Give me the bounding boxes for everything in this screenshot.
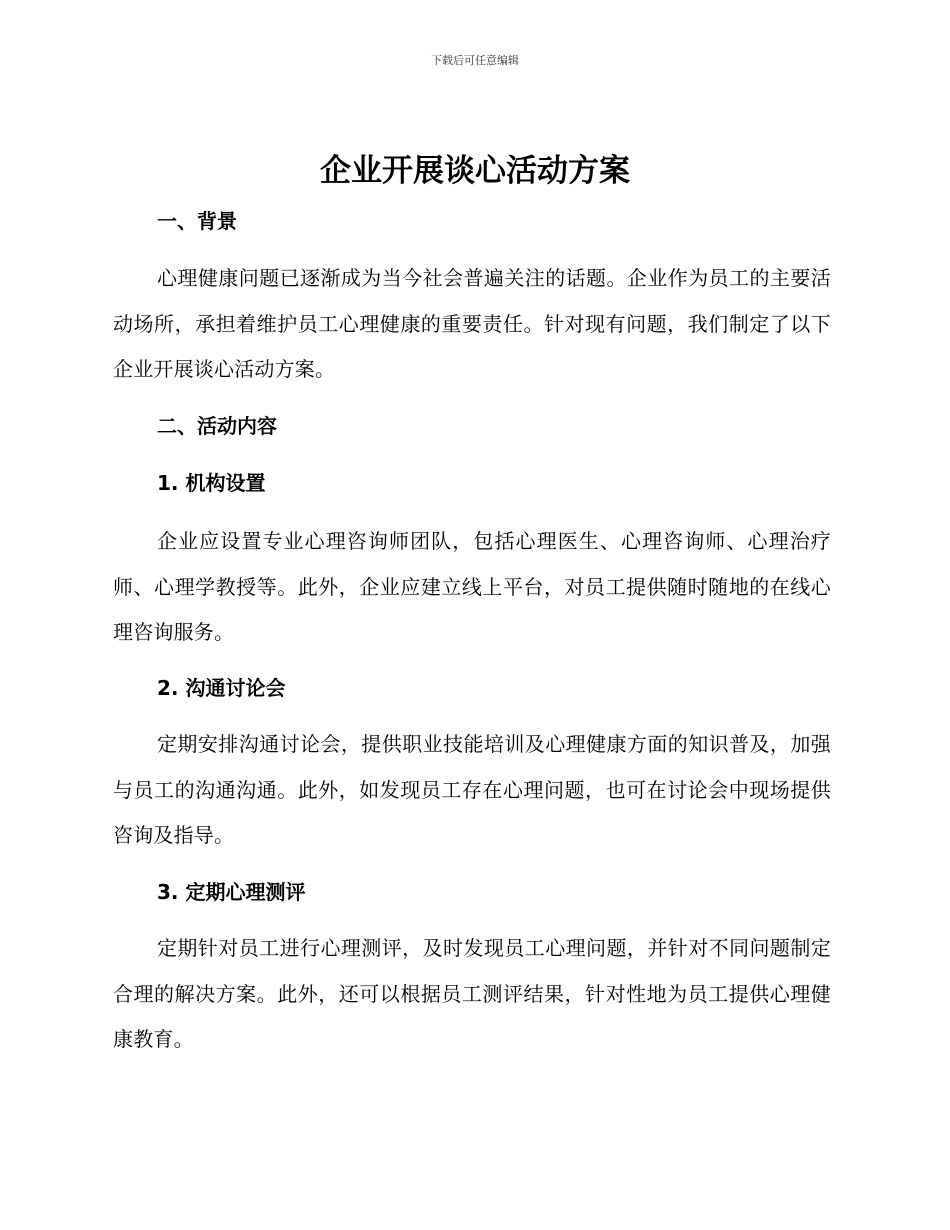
background-paragraph: 心理健康问题已逐渐成为当今社会普遍关注的话题。企业作为员工的主要活动场所，承担着维护员工心理健康的重要责任。针对现有问题，我们制定了以下企业开展谈心活动方案。 <box>113 266 831 381</box>
section-heading-content: 二、活动内容 <box>157 414 277 438</box>
assessment-paragraph: 定期针对员工进行心理测评，及时发现员工心理问题，并针对不同问题制定合理的解决方案。此外，还可以根据员工测评结果，针对性地为员工提供心理健康教育。 <box>113 936 831 1051</box>
subheading-organization: 1. 机构设置 <box>157 471 266 495</box>
document-title: 企业开展谈心活动方案 <box>320 153 630 189</box>
discussion-paragraph: 定期安排沟通讨论会，提供职业技能培训及心理健康方面的知识普及，加强与员工的沟通沟通。此外，如发现员工存在心理问题，也可在讨论会中现场提供咨询及指导。 <box>113 732 831 847</box>
section-heading-background: 一、背景 <box>157 209 237 233</box>
header-note: 下载后可任意编辑 <box>431 54 519 67</box>
organization-paragraph: 企业应设置专业心理咨询师团队，包括心理医生、心理咨询师、心理治疗师、心理学教授等。此外，企业应建立线上平台，对员工提供随时随地的在线心理咨询服务。 <box>113 529 831 644</box>
subheading-discussion: 2. 沟通讨论会 <box>157 676 286 700</box>
subheading-assessment: 3. 定期心理测评 <box>157 880 306 904</box>
